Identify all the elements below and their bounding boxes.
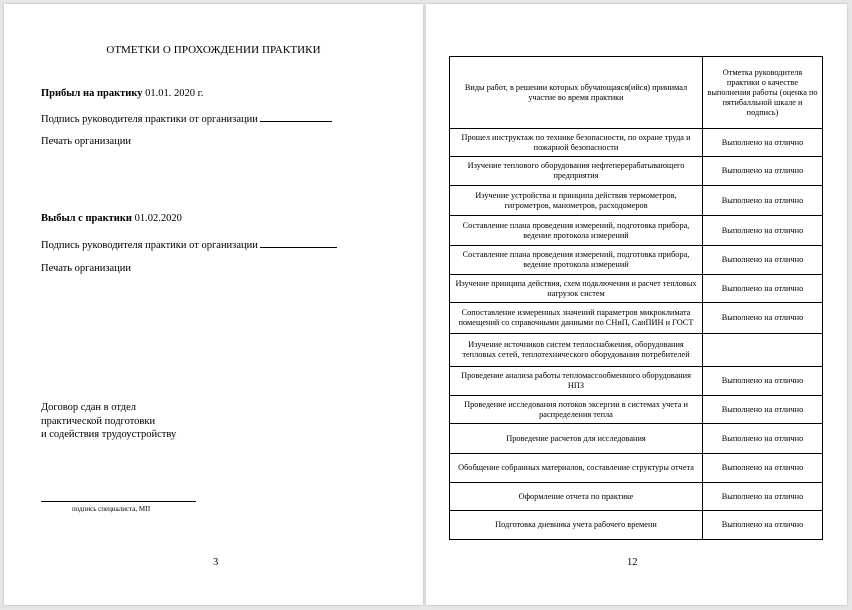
- header-work-types: Виды работ, в решении которых обучающаяся(ийся) принимал участие во время практики: [450, 57, 703, 129]
- specialist-caption: подпись специалиста, МП: [72, 505, 151, 513]
- work-cell: Подготовка дневника учета рабочего времени: [450, 511, 703, 540]
- departed-date: 01.02.2020: [131, 213, 182, 224]
- arrived-line: [41, 88, 203, 99]
- table-row: [450, 367, 823, 396]
- table-row: [450, 424, 823, 454]
- mark-cell: Выполнено на отлично: [703, 303, 823, 334]
- signature-blank-1: [260, 112, 332, 122]
- right-page: [426, 4, 847, 605]
- mark-cell: Выполнено на отлично: [703, 157, 823, 186]
- signature-blank-2: [260, 238, 337, 248]
- mark-cell: Выполнено на отлично: [703, 511, 823, 540]
- table-row: [450, 334, 823, 367]
- signature-line-1: [41, 112, 332, 125]
- table-row: [450, 483, 823, 511]
- mark-cell: Выполнено на отлично: [703, 246, 823, 275]
- table-row: [450, 246, 823, 275]
- table-row: [450, 454, 823, 483]
- mark-cell: Выполнено на отлично: [703, 483, 823, 511]
- mark-cell: Выполнено на отлично: [703, 424, 823, 454]
- header-supervisor-mark: Отметка руководителя практики о качестве выполнения работы (оценка по пятибалльной шкале и подпись): [703, 57, 823, 129]
- work-cell: Проведение расчетов для исследования: [450, 424, 703, 454]
- page-number: 12: [627, 557, 638, 568]
- signature-label-2: Подпись руководителя практики от организации: [41, 240, 261, 251]
- signature-label-1: Подпись руководителя практики от организации: [41, 114, 261, 125]
- signature-line-2: [41, 238, 337, 251]
- table-row: [450, 157, 823, 186]
- work-cell: Прошел инструктаж по технике безопасности, по охране труда и пожарной безопасности: [450, 129, 703, 157]
- work-cell: Проведение исследования потоков эксергии в системах учета и распределения тепла: [450, 396, 703, 424]
- mark-cell: [703, 334, 823, 367]
- work-cell: Изучение источников систем теплоснабжения, оборудования тепловых сетей, теплотехнического оборудования потребителей: [450, 334, 703, 367]
- table-row: [450, 303, 823, 334]
- departed-label: Выбыл с практики: [41, 213, 132, 224]
- work-cell: Изучение принципа действия, схем подключения и расчет тепловых нагрузок систем: [450, 275, 703, 303]
- mark-cell: Выполнено на отлично: [703, 275, 823, 303]
- arrived-date: 01.01. 2020 г.: [142, 88, 204, 99]
- contract-line: Договор сдан в отдел: [41, 402, 137, 413]
- mark-cell: Выполнено на отлично: [703, 186, 823, 216]
- work-cell: Изучение устройства и принципа действия термометров, гигрометров, манометров, расходомеров: [450, 186, 703, 216]
- left-page: [4, 4, 423, 605]
- mark-cell: Выполнено на отлично: [703, 454, 823, 483]
- work-cell: Составление плана проведения измерений, подготовка прибора, ведение протокола измерений: [450, 216, 703, 246]
- specialist-signature-line: [41, 501, 196, 502]
- table-row: [450, 186, 823, 216]
- work-cell: Обобщение собранных материалов, составление структуры отчета: [450, 454, 703, 483]
- work-cell: Сопоставление измеренных значений параметров микроклимата помещений со справочными данными по СНиП, СанПИН и ГОСТ: [450, 303, 703, 334]
- table-row: [450, 129, 823, 157]
- stamp-1: Печать организации: [41, 136, 132, 147]
- table-row: [450, 511, 823, 540]
- contract-line: и содействия трудоустройству: [41, 429, 177, 440]
- arrived-label: Прибыл на практику: [41, 88, 143, 99]
- page-title: ОТМЕТКИ О ПРОХОЖДЕНИИ ПРАКТИКИ: [106, 44, 321, 56]
- work-cell: Изучение теплового оборудования нефтеперерабатывающего предприятия: [450, 157, 703, 186]
- work-cell: Составление плана проведения измерений, подготовка прибора, ведение протокола измерений: [450, 246, 703, 275]
- table-row: [450, 396, 823, 424]
- practice-table: [449, 56, 823, 540]
- table-row: [450, 275, 823, 303]
- work-cell: Оформление отчета по практике: [450, 483, 703, 511]
- mark-cell: Выполнено на отлично: [703, 396, 823, 424]
- mark-cell: Выполнено на отлично: [703, 216, 823, 246]
- table-row: [450, 216, 823, 246]
- contract-note: [41, 401, 176, 442]
- page-number: 3: [213, 557, 219, 568]
- contract-line: практической подготовки: [41, 415, 156, 427]
- mark-cell: Выполнено на отлично: [703, 367, 823, 396]
- departed-line: [41, 213, 182, 224]
- mark-cell: Выполнено на отлично: [703, 129, 823, 157]
- stamp-2: Печать организации: [41, 263, 132, 274]
- work-cell: Проведение анализа работы тепломассообменного оборудования НПЗ: [450, 367, 703, 396]
- table-header-row: [450, 57, 823, 129]
